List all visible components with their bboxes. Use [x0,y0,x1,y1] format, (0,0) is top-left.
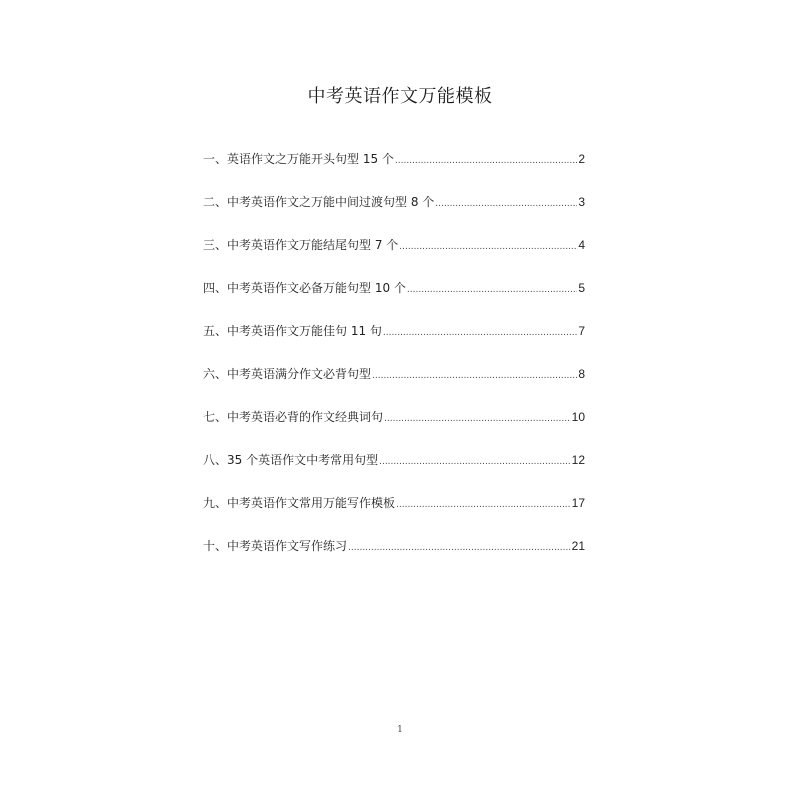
toc-entry-5[interactable] [203,322,585,365]
toc-entry-label: 七、中考英语必背的作文经典词句 [203,410,384,424]
toc-entry-page: 7 [578,324,585,338]
toc-dot-leader [396,500,571,510]
toc-dot-leader [435,199,577,209]
page-footer-number: 1 [397,725,403,735]
toc-entry-10[interactable] [203,537,585,580]
toc-dot-leader [395,156,577,166]
document-title: 中考英语作文万能模板 [307,86,493,107]
toc-entry-page: 4 [578,238,585,252]
toc-entry-9[interactable] [203,494,585,537]
toc-entry-1[interactable] [203,150,585,193]
toc-entry-page: 8 [578,367,585,381]
toc-entry-label: 四、中考英语作文必备万能句型 10 个 [203,281,406,295]
toc-dot-leader [348,543,571,553]
toc-entry-page: 12 [571,453,585,467]
toc-dot-leader [399,242,577,252]
toc-entry-page: 5 [578,281,585,295]
toc-entry-label: 八、35 个英语作文中考常用句型 [203,453,379,467]
toc-entry-2[interactable] [203,193,585,236]
toc-entry-label: 十、中考英语作文写作练习 [203,539,348,553]
toc-dot-leader [407,285,577,295]
toc-entry-label: 六、中考英语满分作文必背句型 [203,367,372,381]
toc-dot-leader [383,328,577,338]
toc-entry-label: 五、中考英语作文万能佳句 11 句 [203,324,382,338]
toc-entry-page: 3 [578,195,585,209]
toc-entry-3[interactable] [203,236,585,279]
toc-dot-leader [384,414,571,424]
toc-entry-label: 一、英语作文之万能开头句型 15 个 [203,152,394,166]
toc-entry-8[interactable] [203,451,585,494]
toc-entry-page: 17 [571,496,585,510]
toc-dot-leader [372,371,577,381]
toc-entry-4[interactable] [203,279,585,322]
toc-entry-label: 三、中考英语作文万能结尾句型 7 个 [203,238,399,252]
toc-entry-6[interactable] [203,365,585,408]
toc-dot-leader [379,457,571,467]
table-of-contents [203,150,585,580]
toc-entry-page: 10 [571,410,585,424]
toc-entry-label: 二、中考英语作文之万能中间过渡句型 8 个 [203,195,435,209]
toc-entry-page: 2 [578,152,585,166]
toc-entry-page: 21 [571,539,585,553]
toc-entry-7[interactable] [203,408,585,451]
toc-entry-label: 九、中考英语作文常用万能写作模板 [203,496,396,510]
